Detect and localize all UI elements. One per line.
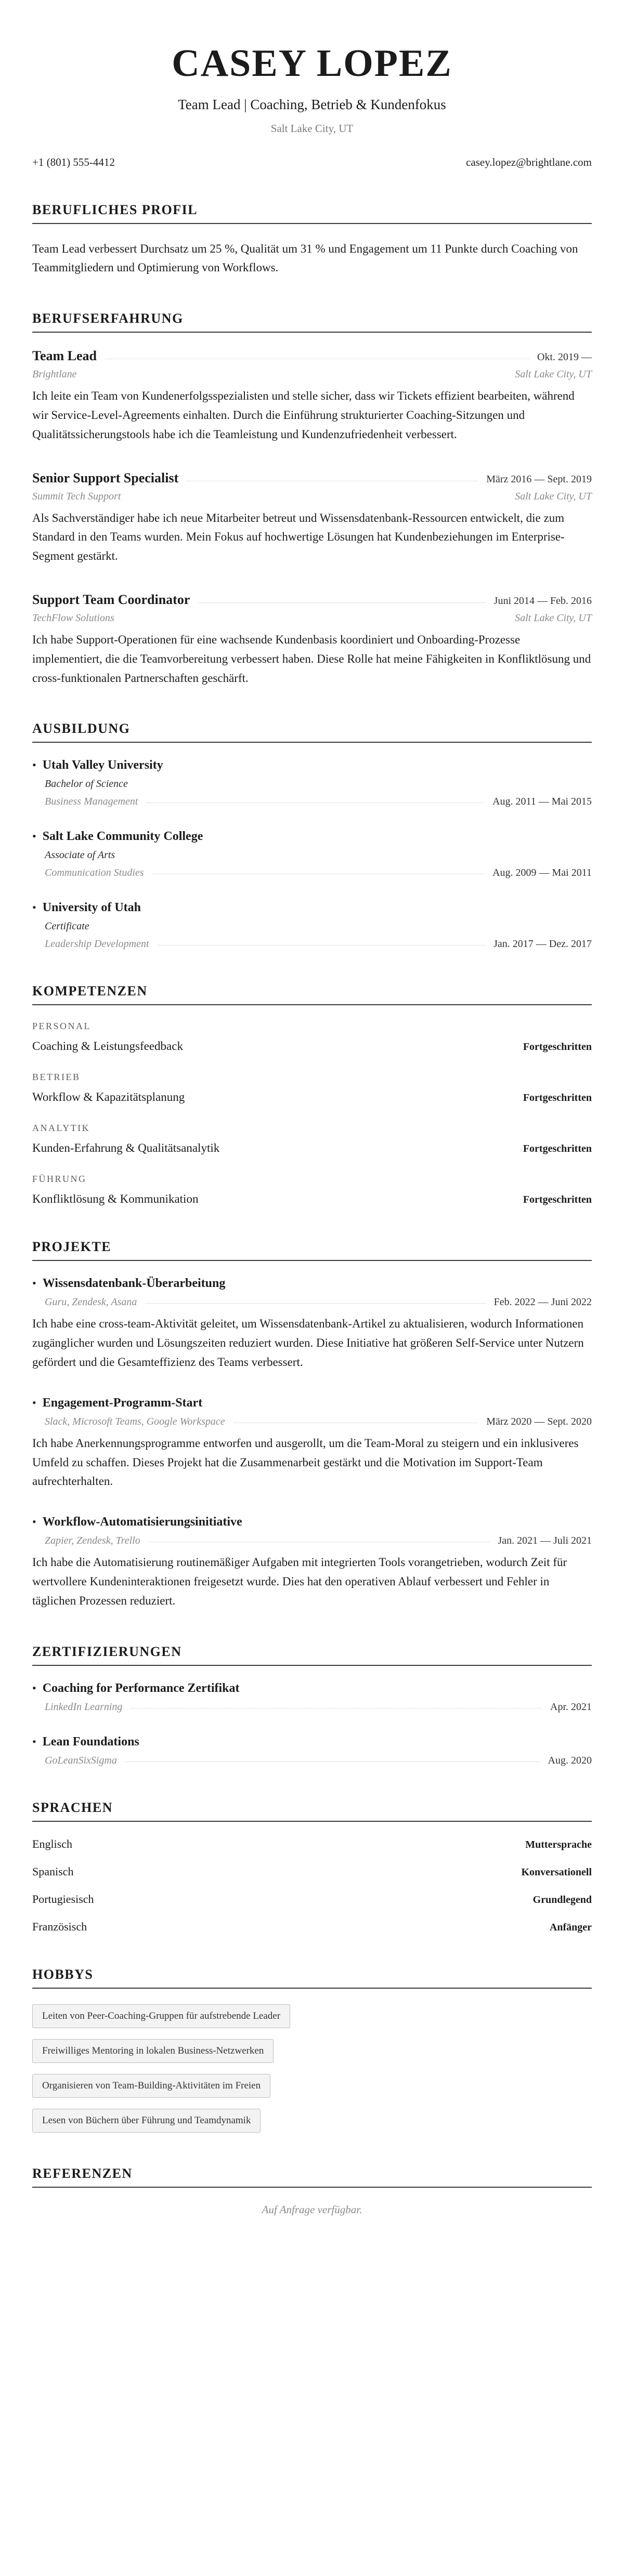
job-entry [32, 348, 592, 444]
job-dates: Juni 2014 — Feb. 2016 [493, 595, 592, 607]
job-subrow [32, 491, 592, 503]
certification-issuer: GoLeanSixSigma [45, 1754, 117, 1766]
degree: Certificate [45, 921, 89, 932]
bullet-icon: • [32, 1681, 36, 1694]
job-title-row [32, 348, 592, 364]
certification-name: Lean Foundations [42, 1734, 139, 1749]
education-dates: Jan. 2017 — Dez. 2017 [493, 938, 592, 950]
language-level: Muttersprache [525, 1838, 592, 1850]
skill-category: PERSONAL [32, 1021, 92, 1032]
skill-row [32, 1040, 592, 1053]
profile-text: Team Lead verbessert Durchsatz um 25 %, Qualität um 31 % und Engagement um 11 Punkte durch Coaching von Teammitgliedern und Optimierung von Workflows. [32, 242, 578, 274]
job-location: Salt Lake City, UT [515, 612, 592, 624]
certification-entry [32, 1681, 592, 1713]
school-name: Salt Lake Community College [42, 830, 203, 844]
language-level: Grundlegend [532, 1894, 592, 1905]
section-hobbies [32, 1967, 592, 2133]
job-subrow [32, 369, 592, 380]
education-heading: AUSBILDUNG [32, 721, 592, 743]
experience-heading: BERUFSERFAHRUNG [32, 311, 592, 333]
project-tools: Guru, Zendesk, Asana [45, 1296, 137, 1308]
field-of-study: Communication Studies [45, 867, 144, 879]
project-name: Workflow-Automatisierungsinitiative [42, 1515, 242, 1529]
project-name: Engagement-Programm-Start [42, 1396, 203, 1410]
education-entry [32, 758, 592, 808]
bullet-icon: • [32, 1515, 36, 1529]
job-title: Senior Support Specialist [32, 470, 179, 485]
language-name: Englisch [32, 1837, 72, 1850]
certification-entry [32, 1735, 592, 1767]
certification-name-row [32, 1735, 592, 1749]
language-name: Portugiesisch [32, 1892, 94, 1905]
job-entry [32, 592, 592, 688]
school-name: University of Utah [42, 901, 141, 915]
skill-row [32, 1192, 592, 1206]
bullet-icon: • [32, 1277, 36, 1290]
skill-category: ANALYTIK [32, 1123, 90, 1134]
education-field-row [45, 867, 592, 879]
section-languages [32, 1800, 592, 1934]
section-skills [32, 983, 592, 1206]
phone-number: +1 (801) 555-4412 [32, 155, 115, 168]
project-name-row [32, 1396, 592, 1410]
education-entry [32, 901, 592, 950]
language-row [32, 1892, 592, 1906]
candidate-location: Salt Lake City, UT [270, 122, 354, 135]
skill-row [32, 1090, 592, 1104]
project-name-row [32, 1277, 592, 1291]
section-projects [32, 1239, 592, 1610]
profile-heading: BERUFLICHES PROFIL [32, 202, 592, 224]
certification-date: Aug. 2020 [548, 1754, 592, 1766]
job-location: Salt Lake City, UT [515, 490, 592, 502]
education-field-row [45, 796, 592, 808]
project-entry [32, 1515, 592, 1610]
skill-group [32, 1021, 592, 1053]
language-level: Konversationell [521, 1866, 592, 1878]
project-description: Ich habe die Automatisierung routinemäßiger Aufgaben mit integrierten Tools vorangetrieben, wodurch Zeit für wertvollere Kundeninteraktionen freigesetzt wurde. Dies hat den operativen Ablauf verbessert und Fehler in täglichen Prozessen reduziert. [32, 1556, 567, 1607]
contact-row [32, 156, 592, 169]
certification-name-row [32, 1681, 592, 1696]
dotted-leader [145, 1303, 485, 1304]
project-name: Wissensdatenbank-Überarbeitung [42, 1277, 226, 1291]
skill-level: Fortgeschritten [523, 1194, 592, 1206]
references-text: Auf Anfrage verfügbar. [262, 2203, 362, 2216]
references-heading: REFERENZEN [32, 2166, 592, 2188]
job-dates: März 2016 — Sept. 2019 [486, 473, 592, 485]
candidate-name: CASEY LOPEZ [172, 42, 452, 85]
section-experience [32, 311, 592, 688]
education-field-row [45, 938, 592, 950]
skill-category: FÜHRUNG [32, 1174, 87, 1185]
education-entry [32, 830, 592, 879]
hobby-chip: Freiwilliges Mentoring in lokalen Business-Netzwerken [32, 2039, 274, 2063]
project-tools-row [45, 1296, 592, 1308]
project-dates: Feb. 2022 — Juni 2022 [493, 1296, 592, 1308]
projects-heading: PROJEKTE [32, 1239, 592, 1261]
skill-row [32, 1141, 592, 1155]
certification-issuer: LinkedIn Learning [45, 1701, 123, 1713]
education-name-row [32, 901, 592, 915]
certification-issuer-row [45, 1755, 592, 1767]
language-level: Anfänger [549, 1921, 592, 1933]
job-description: Ich leite ein Team von Kundenerfolgsspezialisten und stelle sicher, dass wir Tickets effizient bearbeiten, während wir Service-Level-Agreements einhalten. Durch die Einführung strukturierter Coaching-Sitzungen und Qualitätssicherungstools habe ich die Teamleistung und Kundenzufriedenheit verbessert. [32, 389, 575, 441]
job-description: Ich habe Support-Operationen für eine wachsende Kundenbasis koordiniert und Onboarding-Prozesse implementiert, die die Teamvorbereitung verbessert haben. Diese Rolle hat meine Fähigkeiten in Konfliktlösung und cross-funktionalen Partnerschaften geschärft. [32, 633, 591, 685]
skill-group [32, 1174, 592, 1206]
bullet-icon: • [32, 1396, 36, 1409]
job-location: Salt Lake City, UT [515, 369, 592, 380]
bullet-icon: • [32, 758, 36, 772]
candidate-title: Team Lead | Coaching, Betrieb & Kundenfokus [178, 96, 446, 112]
job-title-row [32, 592, 592, 608]
language-row [32, 1837, 592, 1851]
education-dates: Aug. 2009 — Mai 2011 [492, 867, 592, 879]
project-entry [32, 1277, 592, 1372]
education-dates: Aug. 2011 — Mai 2015 [492, 796, 592, 808]
hobby-chip: Lesen von Büchern über Führung und Teamdynamik [32, 2109, 261, 2133]
certification-issuer-row [45, 1701, 592, 1713]
job-company: TechFlow Solutions [32, 612, 114, 624]
skill-group [32, 1123, 592, 1155]
education-name-row [32, 758, 592, 772]
project-name-row [32, 1515, 592, 1529]
language-name: Spanisch [32, 1864, 74, 1878]
language-row [32, 1865, 592, 1878]
bullet-icon: • [32, 1734, 36, 1748]
job-dates: Okt. 2019 — [537, 351, 592, 363]
project-tools: Slack, Microsoft Teams, Google Workspace [45, 1415, 225, 1427]
certifications-heading: ZERTIFIZIERUNGEN [32, 1644, 592, 1666]
project-tools: Zapier, Zendesk, Trello [45, 1535, 140, 1547]
language-row [32, 1920, 592, 1934]
certification-date: Apr. 2021 [550, 1701, 592, 1713]
project-tools-row [45, 1416, 592, 1428]
education-name-row [32, 830, 592, 844]
project-dates: März 2020 — Sept. 2020 [486, 1415, 592, 1427]
field-of-study: Business Management [45, 796, 138, 808]
dotted-leader [198, 602, 485, 603]
skill-name: Workflow & Kapazitätsplanung [32, 1090, 185, 1104]
project-description: Ich habe eine cross-team-Aktivität geleitet, um Wissensdatenbank-Artikel zu aktualisieren, wodurch Informationen zugänglicher wurden und Lösungszeiten reduziert wurden. Diese Initiative hat größeren Self-Service unter Nutzern gefördert und die Gesamteffizienz des Teams verbessert. [32, 1317, 584, 1369]
certification-name: Coaching for Performance Zertifikat [42, 1681, 240, 1695]
resume-header [32, 44, 592, 169]
project-dates: Jan. 2021 — Juli 2021 [498, 1535, 592, 1547]
degree: Associate of Arts [45, 849, 115, 861]
job-entry [32, 470, 592, 566]
job-title: Team Lead [32, 348, 97, 364]
hobby-chip: Organisieren von Team-Building-Aktivitäten im Freien [32, 2074, 270, 2098]
hobby-chip: Leiten von Peer-Coaching-Gruppen für aufstrebende Leader [32, 2004, 290, 2028]
project-entry [32, 1396, 592, 1491]
skill-name: Coaching & Leistungsfeedback [32, 1040, 183, 1053]
job-title-row [32, 470, 592, 486]
job-description: Als Sachverständiger habe ich neue Mitarbeiter betreut und Wissensdatenbank-Ressourcen entwickelt, die zum Standard in den Teams wurden. Mein Fokus auf hochwertige Lösungen hat Kundenbeziehungen im Enterprise-Segment gestärkt. [32, 511, 565, 563]
hobbies-heading: HOBBYS [32, 1967, 592, 1989]
job-company: Summit Tech Support [32, 490, 121, 502]
job-company: Brightlane [32, 369, 77, 380]
skill-name: Konfliktlösung & Kommunikation [32, 1192, 199, 1206]
job-subrow [32, 612, 592, 624]
section-certifications [32, 1644, 592, 1767]
bullet-icon: • [32, 901, 36, 914]
email-address: casey.lopez@brightlane.com [466, 155, 592, 168]
skill-level: Fortgeschritten [523, 1143, 592, 1155]
project-description: Ich habe Anerkennungsprogramme entworfen und ausgerollt, um die Team-Moral zu steigern und ein inklusiveres Umfeld zu schaffen. Dieses Projekt hat die Zusammenarbeit gestärkt und die Motivation im Support-Team aufrechterhalten. [32, 1436, 579, 1488]
job-title: Support Team Coordinator [32, 592, 190, 608]
languages-heading: SPRACHEN [32, 1800, 592, 1822]
bullet-icon: • [32, 830, 36, 843]
section-education [32, 721, 592, 950]
section-references [32, 2166, 592, 2216]
language-name: Französisch [32, 1920, 87, 1933]
school-name: Utah Valley University [42, 758, 163, 772]
skill-level: Fortgeschritten [523, 1041, 592, 1053]
section-profile [32, 202, 592, 278]
skill-group [32, 1072, 592, 1104]
skills-heading: KOMPETENZEN [32, 983, 592, 1005]
skill-level: Fortgeschritten [523, 1092, 592, 1104]
degree: Bachelor of Science [45, 778, 128, 790]
field-of-study: Leadership Development [45, 938, 149, 950]
skill-category: BETRIEB [32, 1072, 81, 1083]
skill-name: Kunden-Erfahrung & Qualitätsanalytik [32, 1141, 220, 1155]
project-tools-row [45, 1535, 592, 1547]
